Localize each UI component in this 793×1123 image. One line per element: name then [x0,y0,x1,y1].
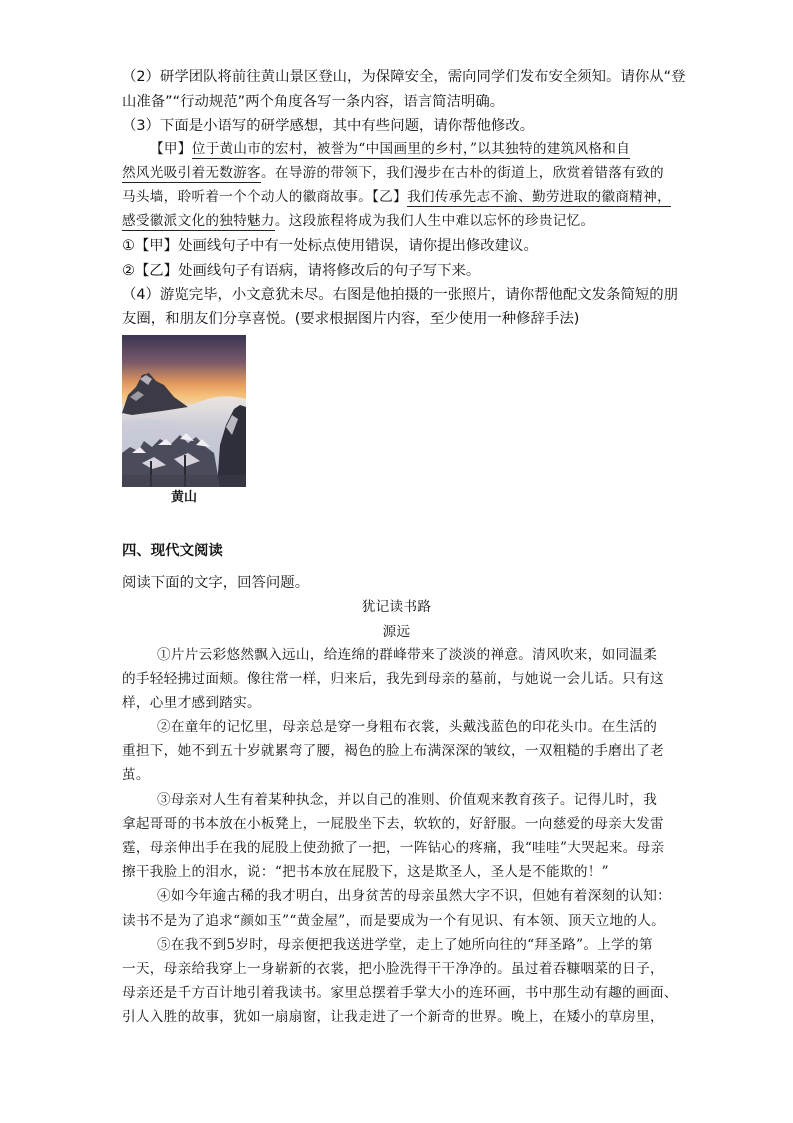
q2-line-2: 山准备”“行动规范”两个角度各写一条内容，语言简洁明确。 [122,94,505,110]
article-line: ②在童年的记忆里，母亲总是穿一身粗布衣裳，头戴浅蓝色的印花头巾。在生活的 [157,719,658,735]
photo-caption: 黄山 [170,490,197,505]
q3-intro: （3）下面是小语写的研学感想，其中有些问题，请你帮他修改。 [122,118,535,134]
essay-line-2 [122,163,664,183]
section-heading: 四、现代文阅读 [122,543,223,559]
article-line: 母亲还是千方百计地引着我读书。家里总摆着手掌大小的连环画，书中那生动有趣的画面、 [122,985,678,1001]
essay-line-3-text: 马头墙，聆听着一个个动人的徽商故事。 [122,189,373,205]
article-line: ⑤在我不到5岁时，母亲便把我送进学堂，走上了她所向往的“拜圣路”。上学的第 [157,937,653,953]
article-line: 样，心里才感到踏实。 [122,695,261,711]
article-line: 读书不是为了追求“颜如玉”“黄金屋”，而是要成为一个有见识、有本领、顶天立地的人。 [122,913,666,929]
article-author: 源远 [382,624,411,640]
article-line: ③母亲对人生有着某种执念，并以自己的准则、价值观来教育孩子。记得儿时，我 [157,792,658,808]
article-line: 霆，母亲伸出手在我的屁股上使劲掀了一把，一阵钻心的疼痛，我“哇哇”大哭起来。母亲 [122,840,665,856]
underlined-sentence-jia-part1: 位于黄山市的宏村，被誉为“中国画里的乡村，”以其独特的建筑风格和自 [191,141,631,157]
article-line: 引人入胜的故事，犹如一扇扇窗，让我走进了一个新奇的世界。晚上，在矮小的草房里， [122,1009,664,1025]
essay-line-4 [122,211,594,231]
article-title: 犹记读书路 [361,599,432,615]
essay-line-1 [150,139,630,159]
article-line: 的手轻轻拂过面颊。像往常一样，归来后，我先到母亲的墓前，与她说一会儿话。只有这 [122,671,664,687]
article-line: ①片片云彩悠然飘入远山，给连绵的群峰带来了淡淡的禅意。清风吹来，如同温柔 [157,647,658,663]
article-line: 茧。 [122,767,150,783]
essay-line-4-rest: 。这段旅程将成为我们人生中难以忘怀的珍贵记忆。 [274,213,595,229]
underlined-sentence-jia-part2: 然风光吸引着无数游客 [122,165,261,181]
q4-line-2: 友圈，和朋友们分享喜悦。(要求根据图片内容，至少使用一种修辞手法) [122,311,580,327]
tag-jia: 【甲】 [150,141,192,157]
q2-line-1: （2）研学团队将前往黄山景区登山，为保障安全，需向同学们发布安全须知。请你从“登 [122,69,686,85]
q3-task-2: ②【乙】处画线句子有语病，请将修改后的句子写下来。 [122,263,481,279]
article-line: 擦干我脸上的泪水，说：“把书本放在屁股下，这是欺圣人，圣人是不能欺的！” [122,864,609,880]
article-line: 重担下，她不到五十岁就累弯了腰，褐色的脸上布满深深的皱纹，一双粗糙的手磨出了老 [122,743,664,759]
essay-line-2-rest: 。在导游的带领下，我们漫步在古朴的街道上，欣赏着错落有致的 [260,165,664,181]
article-line: 一天，母亲给我穿上一身崭新的衣裳，把小脸洗得干干净净的。虽过着吞糠咽菜的日子， [122,961,664,977]
tag-yi: 【乙】 [372,189,407,205]
huangshan-photo [122,335,246,487]
section-instruction: 阅读下面的文字，回答问题。 [122,575,310,591]
article-line: 拿起哥哥的书本放在小板凳上，一屁股坐下去，软软的，好舒服。一向慈爱的母亲大发雷 [122,816,664,832]
q4-line-1: （4）游览完毕，小文意犹未尽。右图是他拍摄的一张照片，请你帮他配文发条简短的朋 [122,287,679,303]
underlined-sentence-yi-part1: 我们传承先志不渝、勤劳进取的徽商精神， [406,189,671,205]
underlined-sentence-yi-part2: 感受徽派文化的独特魅力 [122,213,275,229]
q3-task-1: ①【甲】处画线句子中有一处标点使用错误，请你提出修改建议。 [122,238,538,254]
essay-line-3 [122,187,671,207]
article-line: ④如今年逾古稀的我才明白，出身贫苦的母亲虽然大字不识，但她有着深刻的认知： [157,888,672,904]
